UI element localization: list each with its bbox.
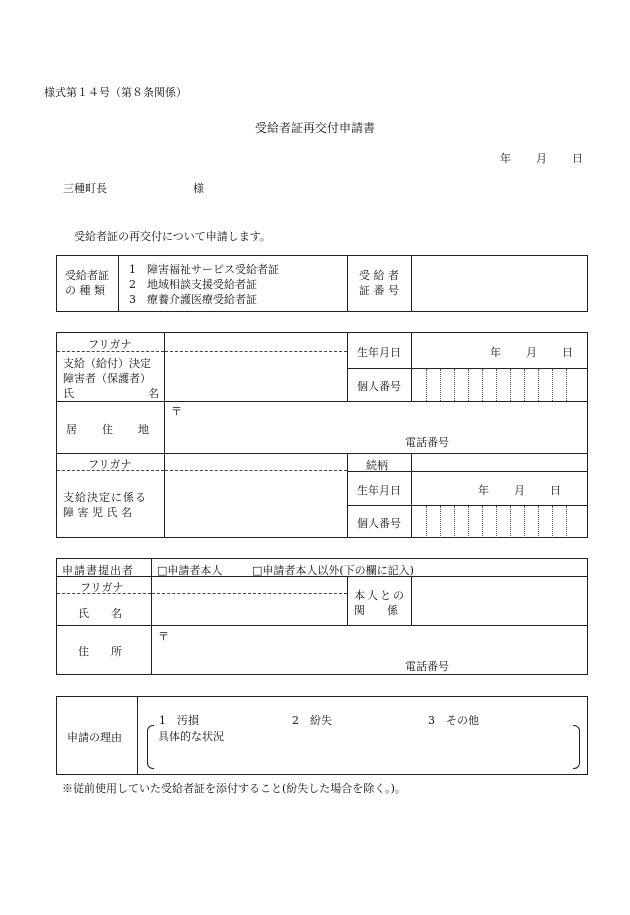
submitter-option-other[interactable]: □申請者本人以外(下の欄に記入) (252, 564, 414, 577)
left-bracket (147, 725, 154, 769)
form-number: 様式第１４号（第８条関係） (44, 86, 187, 99)
submitter-name-label: 氏 名 (78, 607, 122, 620)
birthdate-day: 日 (562, 346, 573, 359)
applicant-label-line1: 支給（給付）決定 (63, 357, 151, 370)
applicant-label-line2: 障害者（保護者） (63, 372, 151, 385)
intro-text: 受給者証の再交付について申請します。 (74, 230, 271, 243)
date-day-label: 日 (572, 152, 583, 165)
addressee-name: 三種町長 (63, 182, 107, 195)
birthdate-year: 年 (478, 484, 489, 497)
furigana-label: フリガナ (88, 458, 132, 471)
personal-number-field[interactable] (413, 507, 585, 536)
date-month-label: 月 (536, 152, 547, 165)
certificate-type-label: 受給者証 の 種 類 (65, 269, 109, 297)
submitter-address-label: 住 所 (78, 645, 122, 658)
postal-mark: 〒 (158, 630, 169, 643)
child-label-line2: 障 害 児 氏 名 (63, 506, 132, 519)
document-title: 受給者証再交付申請書 (255, 121, 376, 135)
footnote: ※従前使用していた受給者証を添付すること(紛失した場合を除く。)。 (62, 782, 406, 795)
submitter-label: 申請書提出者 (62, 564, 134, 577)
addressee-honorific: 様 (193, 182, 204, 195)
reason-option-lost[interactable]: 2 紛失 (292, 714, 332, 727)
relation-field[interactable] (413, 455, 585, 469)
postal-mark: 〒 (171, 405, 182, 418)
situation-field[interactable] (156, 743, 570, 765)
residence-label: 居 住 地 (66, 423, 150, 436)
date-year-label: 年 (500, 152, 511, 165)
furigana-label: フリガナ (80, 581, 124, 594)
reason-option-soiled[interactable]: 1 汚損 (159, 714, 199, 727)
personal-number-label: 個人番号 (357, 380, 401, 393)
personal-number-field[interactable] (413, 370, 585, 400)
applicant-label-line3: 氏 名 (63, 387, 159, 400)
birthdate-day: 日 (550, 484, 561, 497)
child-name-field[interactable] (166, 473, 346, 536)
submitter-relation-field[interactable] (413, 578, 585, 623)
certificate-type-option[interactable]: 1 障害福祉サービス受給者証 (129, 263, 279, 276)
child-label-line1: 支給決定に係る (63, 491, 147, 504)
reason-label: 申請の理由 (67, 731, 122, 744)
phone-label: 電話番号 (405, 660, 449, 673)
birthdate-year: 年 (490, 346, 501, 359)
submitter-option-self[interactable]: □申請者本人 (157, 564, 223, 577)
applicant-name-field[interactable] (166, 353, 346, 399)
furigana-label: フリガナ (88, 338, 132, 351)
phone-label: 電話番号 (405, 436, 449, 449)
certificate-number-field[interactable] (413, 257, 585, 310)
personal-number-label: 個人番号 (357, 517, 401, 530)
right-bracket (573, 725, 580, 769)
birthdate-label: 生年月日 (357, 484, 401, 497)
birthdate-month: 月 (526, 346, 537, 359)
birthdate-label: 生年月日 (357, 346, 401, 359)
certificate-type-option[interactable]: 2 地域相談支援受給者証 (129, 278, 257, 291)
certificate-type-option[interactable]: 3 療養介護医療受給者証 (129, 293, 257, 306)
submitter-relation-label: 本人との 関 係 (354, 589, 406, 617)
birthdate-month: 月 (514, 484, 525, 497)
submitter-address-field[interactable] (153, 642, 585, 672)
relation-label: 続柄 (366, 459, 388, 472)
certificate-type-options (129, 262, 279, 307)
certificate-number-label: 受 給 者 証 番 号 (359, 269, 399, 297)
situation-label: 具体的な状況 (158, 730, 224, 743)
submitter-name-field[interactable] (153, 595, 345, 623)
reason-option-other[interactable]: 3 その他 (428, 714, 479, 727)
residence-field[interactable] (166, 416, 586, 451)
